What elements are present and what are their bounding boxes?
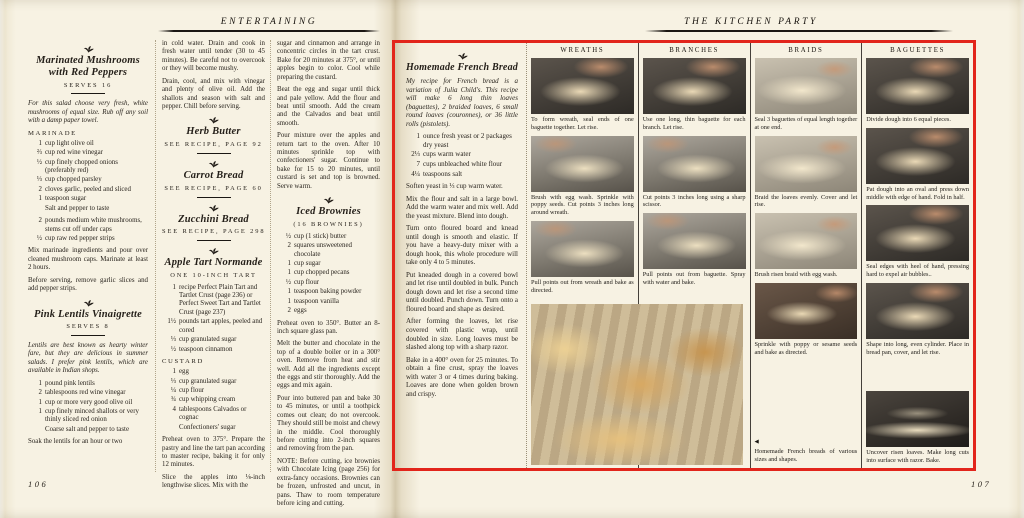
running-head-left-text: ENTERTAINING [220, 17, 318, 27]
tutorial-step [643, 213, 746, 287]
paragraph: Lentils are best known as hearty winter fare, but they are delicious in summer salads. I prefer pink lentils, which are available in Indian shops. [28, 342, 148, 375]
column-header: WREATHS [560, 47, 605, 54]
tutorial-step [643, 58, 746, 132]
tutorial-step [866, 391, 969, 465]
ingredient-list [406, 132, 518, 178]
ingredient-text: teaspoons salt [423, 169, 463, 178]
running-head-right [645, 17, 953, 32]
running-head-right-text: THE KITCHEN PARTY [684, 17, 818, 27]
ingredient-quantity: 1 [38, 139, 42, 147]
ingredient-text: teaspoon sugar [45, 195, 87, 203]
step-photo [643, 136, 746, 192]
ingredient-quantity: ½ [170, 345, 176, 353]
paragraph: Slice the apples into ⅛-inch lengthwise slices. Mix with the [162, 473, 265, 490]
ingredient-text: cloves garlic, peeled and sliced [45, 185, 131, 193]
ingredient-text: cup chopped pecans [294, 269, 350, 277]
recipe-instructions [162, 436, 265, 491]
ingredient-quantity: 1 [287, 288, 291, 296]
ingredient-text: cup flour [179, 387, 205, 395]
column-header: BRAIDS [788, 47, 824, 54]
crossref-zucchini-bread [162, 204, 265, 242]
ingredient-quantity: 1 [38, 195, 42, 203]
ingredient-quantity: ⅓ [170, 377, 176, 385]
recipe-title: Herb Butter [186, 126, 241, 138]
step-caption: Braid the loaves evenly. Cover and let rise. [754, 193, 858, 209]
ingredient-quantity: 1 [38, 398, 42, 406]
recipe-intro [406, 77, 518, 128]
ingredient-text: cup sugar [294, 260, 321, 267]
ingredient-quantity: 1 [38, 408, 42, 416]
paragraph: My recipe for French bread is a variation of Julia Child's. This recipe will make 6 long thin loaves (baguettes), 2 braided loaves, 6 small round loaves (couronnes), or 36 little rolls (pistolets). [406, 77, 518, 128]
leaf-ornament-icon [456, 52, 469, 61]
running-head-left [158, 17, 380, 32]
ingredient-quantity: 2 [287, 242, 291, 250]
leaf-ornament-icon [82, 299, 95, 308]
ingredient-row [277, 233, 380, 241]
mini-rule [197, 197, 231, 198]
ingredient-row [28, 389, 148, 397]
paragraph: For this salad choose very fresh, white mushrooms of equal size. Rub off any soil with a damp paper towel. [28, 100, 148, 125]
continued-text [162, 40, 265, 111]
ingredient-row [162, 387, 265, 395]
paragraph: Soften yeast in ⅓ cup warm water. [406, 182, 503, 191]
hero-caption-block [755, 439, 858, 465]
ingredient-text: squares unsweetened chocolate [294, 242, 352, 258]
ingredient-text: cup or more very good olive oil [45, 398, 133, 406]
paragraph: After forming the loaves, let rise covered with plastic wrap, until doubled in size. Long loaves must be slashed along top with a sharp razor. [406, 317, 518, 352]
step-photo [866, 205, 969, 261]
ingredient-text: teaspoon cinnamon [179, 345, 233, 353]
tutorial-step [643, 136, 746, 210]
ingredient-quantity: 2 [38, 185, 42, 193]
leaf-ornament-icon [207, 204, 220, 213]
ingredient-list [28, 140, 148, 213]
step-photo [531, 221, 634, 277]
step-caption: Shape into long, even cylinder. Place in bread pan, cover, and let rise. [866, 340, 969, 356]
left-column-3 [270, 40, 380, 507]
tutorial-step [866, 283, 969, 357]
paragraph: sugar and cinnamon and arrange in concentric circles in the tart crust. Bake for 20 minutes at 375°, or until apples begin to color. Cool while preparing the custard. [277, 40, 380, 81]
ingredient-text: cup light olive oil [45, 139, 94, 147]
paragraph: Pour mixture over the apples and return tart to the oven. After 10 minutes sprinkle top with confectioners' sugar. Continue to bake for 15 to 20 minutes, until custard is set and top is browned. Serve warm. [277, 132, 380, 190]
ingredient-text: Coarse salt and pepper to taste [45, 425, 129, 433]
recipe-title: Carrot Bread [183, 169, 244, 181]
step-caption: Pull points out from baguette. Spray with water and bake. [642, 271, 746, 286]
step-photo [531, 58, 634, 114]
photo-tutorial-grid [527, 43, 973, 468]
ingredient-row [277, 269, 380, 277]
page-number-right: 107 [971, 479, 992, 489]
step-photo [866, 58, 969, 114]
mini-rule [197, 240, 231, 241]
ingredient-row [28, 176, 148, 184]
ingredient-quantity: ½ [36, 234, 42, 242]
section-label: CUSTARD [162, 358, 204, 365]
tutorial-column-baguettes [861, 43, 973, 468]
ingredient-row [162, 318, 265, 335]
recipe-title: Homemade French Bread [406, 62, 518, 73]
ingredient-row [28, 159, 148, 176]
ingredient-quantity: 2 [38, 389, 42, 397]
paragraph: Mix marinade ingredients and pour over cleaned mushroom caps. Marinate at least 2 hours. [28, 247, 148, 272]
ingredient-quantity [162, 424, 179, 432]
ingredient-text: cup finely minced shallots or very thinly sliced red onion [45, 408, 139, 424]
ingredient-quantity: ⅓ [170, 336, 176, 344]
ingredient-row [277, 307, 380, 315]
ingredient-list [162, 368, 265, 432]
ingredient-text: tablespoons Calvados or cognac [179, 405, 247, 422]
tutorial-step [866, 128, 969, 202]
leaf-ornament-icon [82, 45, 95, 54]
recipe-intro [28, 342, 148, 376]
mini-rule [71, 335, 105, 336]
continued-text [277, 40, 380, 191]
ingredient-quantity: ¾ [170, 396, 176, 404]
tutorial-step [755, 213, 858, 279]
ingredient-text: recipe Perfect Plain Tart and Tartlet Crust (page 236) or Perfect Sweet Tart and Tartlet Crust (page 237) [179, 283, 261, 316]
recipe-homemade-french-bread [395, 43, 527, 468]
left-column-2 [155, 40, 270, 490]
paragraph: Soak the lentils for an hour or two [28, 438, 123, 446]
recipe-iced-brownies [277, 196, 380, 508]
yield-line: (16 BROWNIES) [293, 220, 364, 228]
ingredient-text: ounce fresh yeast or 2 packages dry yeast [423, 132, 512, 149]
ingredient-row [162, 346, 265, 354]
step-caption: Seal edges with heel of hand, pressing hard to expel air bubbles.. [866, 263, 969, 279]
tutorial-step [531, 136, 634, 217]
ingredient-text: egg [179, 368, 189, 376]
ingredient-text: pound pink lentils [45, 379, 95, 387]
tutorial-step [755, 58, 858, 132]
ingredient-quantity: 2⅓ [411, 150, 420, 159]
tutorial-step [866, 205, 969, 279]
tutorial-step [755, 136, 858, 210]
bread-hero-photo [531, 304, 743, 465]
ingredient-row [28, 399, 148, 407]
ingredient-text: cup raw red pepper strips [45, 234, 115, 242]
ingredient-row [162, 396, 265, 404]
ingredient-row [28, 195, 148, 203]
paragraph: Melt the butter and chocolate in the top of a double boiler or in a 300° oven. Remove from heat and stir well. Add all the ingredients except the eggs and stir thoroughly. Add the eggs and mix again. [277, 340, 380, 390]
step-photo [755, 283, 858, 339]
ingredient-quantity: 7 [416, 159, 420, 168]
ingredient-row [406, 150, 518, 159]
step-caption: Seal 3 baguettes of equal length together at one end. [754, 116, 858, 131]
ingredient-row [162, 336, 265, 344]
leaf-ornament-icon [207, 160, 220, 169]
ingredient-row [162, 424, 265, 432]
ingredient-quantity: 1 [287, 260, 291, 267]
running-head-rule [645, 30, 953, 32]
step-photo [755, 136, 858, 192]
ingredient-row [28, 205, 148, 213]
step-caption: Use one long, thin baguette for each branch. Let rise. [642, 116, 746, 131]
ingredient-row [406, 170, 518, 179]
step-photo [755, 213, 858, 269]
step-caption: To form wreath, seal ends of one baguette together. Let rise. [531, 116, 634, 131]
crossref-herb-butter [162, 116, 265, 154]
see-recipe-line: SEE RECIPE, PAGE 92 [164, 141, 263, 149]
ingredient-text: tablespoons red wine vinegar [45, 389, 126, 397]
crossref-carrot-bread [162, 160, 265, 198]
ingredient-text: cup whipping cream [179, 396, 236, 404]
ingredient-quantity: ⅓ [36, 176, 42, 184]
ingredient-text: pounds medium white mushrooms, stems cut off under caps [45, 217, 142, 233]
mini-rule [197, 153, 231, 154]
recipe-instructions [28, 247, 148, 293]
step-caption: Brush with egg wash. Sprinkle with poppy seeds. Cut points 3 inches long around wreath. [531, 193, 634, 217]
paragraph: in cold water. Drain and cook in fresh water until tender (30 to 45 minutes). Be careful not to overcook or they will become mushy. [162, 40, 265, 73]
ingredient-text: cup granulated sugar [179, 336, 237, 344]
ingredient-quantity: 1 [172, 368, 176, 376]
column-header: BAGUETTES [890, 47, 946, 54]
step-photo [531, 136, 634, 192]
ingredient-row [28, 380, 148, 388]
paragraph: Bake in a 400° oven for 25 minutes. To obtain a fine crust, spray the loaves with water 3 or 4 times during baking. Loaves are done when golden brown and crispy. [406, 355, 518, 398]
ingredient-quantity: ½ [36, 158, 42, 166]
ingredient-row [162, 284, 265, 318]
mini-rule [71, 93, 105, 94]
ingredient-quantity: ⅔ [36, 149, 42, 157]
ingredient-row [28, 186, 148, 194]
ingredient-quantity: 2 [287, 307, 291, 315]
ingredient-quantity [28, 426, 45, 434]
tutorial-step [531, 58, 634, 132]
see-recipe-line: SEE RECIPE, PAGE 60 [164, 184, 263, 192]
ingredient-text: Salt and pepper to taste [45, 204, 110, 212]
recipe-instructions [277, 320, 380, 509]
tutorial-column-braids [750, 43, 862, 468]
step-caption: Cut points 3 inches long using a sharp scissor. [642, 193, 746, 209]
ingredient-quantity: ¼ [170, 387, 176, 395]
step-caption: Brush risen braid with egg wash. [754, 271, 838, 279]
ingredient-text: pounds tart apples, peeled and cored [179, 318, 263, 334]
ingredient-quantity: 1 [287, 297, 291, 305]
tutorial-step [531, 221, 634, 295]
ingredient-row [162, 368, 265, 376]
ingredient-row [162, 406, 265, 423]
ingredient-text: cup finely chopped onions (preferably red) [45, 158, 118, 175]
page-number-left: 106 [28, 479, 49, 489]
leaf-ornament-icon [322, 196, 335, 205]
serves-line: SERVES 16 [63, 81, 113, 89]
ingredient-text: cup granulated sugar [179, 377, 237, 385]
step-photo [866, 391, 969, 447]
serves-line: SERVES 8 [66, 323, 110, 331]
paragraph: Preheat oven to 375°. Prepare the pastry and line the tart pan according to master recipe, baking it for only 12 minutes. [162, 436, 265, 469]
recipe-title: Zucchini Bread [178, 213, 249, 225]
ingredient-quantity: 1 [172, 283, 176, 291]
paragraph: Beat the egg and sugar until thick and pale yellow. Add the flour and beat until smooth. Add the cream and the Calvados and beat until smooth. [277, 86, 380, 127]
ingredient-row [28, 408, 148, 425]
step-caption: Uncover risen loaves. Make long cuts into surface with razor. Bake. [866, 449, 969, 465]
ingredient-row [406, 160, 518, 169]
running-head-rule [158, 30, 380, 32]
recipe-title: Apple Tart Normande [164, 257, 263, 269]
tutorial-step [755, 283, 858, 357]
ingredient-quantity: ½ [285, 232, 291, 240]
ingredient-text: cup flour [294, 278, 320, 286]
leaf-ornament-icon [207, 116, 220, 125]
ingredient-quantity [28, 205, 45, 213]
ingredient-text: Confectioners' sugar [179, 423, 236, 431]
step-photo [755, 58, 858, 114]
step-caption: Pull points out from wreath and bake as directed. [531, 278, 634, 294]
paragraph: Mix the flour and salt in a large bowl. Add the warm water and mix well. Add the yeast mixture. Blend into dough. [406, 194, 518, 220]
step-photo [643, 213, 746, 269]
step-photo [866, 128, 969, 184]
ingredient-text: cup (1 stick) butter [294, 232, 347, 240]
ingredient-row [406, 132, 518, 149]
ingredient-text: teaspoon vanilla [294, 297, 339, 305]
leaf-ornament-icon [207, 247, 220, 256]
ingredient-row [28, 217, 148, 234]
ingredient-quantity: 4 [172, 405, 176, 413]
recipe-title: Pink Lentils Vinaigrette [33, 308, 143, 320]
left-column-1 [28, 40, 155, 472]
step-caption: Sprinkle with poppy or sesame seeds and bake as directed. [754, 340, 858, 356]
paragraph: Put kneaded dough in a covered bowl and let rise until doubled in bulk. Punch dough down and let rise a second time until doubled. Punch down. Turn onto a floured board and shape as desired. [406, 270, 518, 313]
recipe-pink-lentils [28, 299, 148, 447]
ingredient-list [28, 217, 148, 243]
step-photo [643, 58, 746, 114]
ingredient-row [277, 279, 380, 287]
ingredient-list [28, 380, 148, 435]
ingredient-row [277, 288, 380, 296]
ingredient-row [162, 378, 265, 386]
ingredient-text: teaspoon baking powder [294, 288, 362, 296]
paragraph: Drain, cool, and mix with vinegar and plenty of olive oil. Add the shallots and season with salt and pepper. Chill before serving. [162, 77, 265, 110]
recipe-instructions [406, 182, 518, 398]
paragraph: Pour into buttered pan and bake 30 to 45 minutes, or until a toothpick comes out clean; do not overcook. They should still be moist and chewy in the middle. Cool thoroughly before cutting into 2-inch squares and removing from the pan. [277, 394, 380, 453]
paragraph: Preheat oven to 350°. Butter an 8-inch square glass pan. [277, 319, 380, 335]
ingredient-quantity: 1 [416, 132, 420, 141]
ingredient-row [28, 235, 148, 243]
ingredient-list [277, 233, 380, 316]
recipe-instructions [28, 438, 148, 446]
ingredient-text: cup red wine vinegar [45, 149, 103, 157]
paragraph: Turn onto floured board and knead until dough is smooth and elastic. If you have a heavy-duty mixer with a dough hook, this whole procedure will take only 4 to 5 minutes. [406, 224, 518, 267]
hero-caption: Homemade French breads of various sizes and shapes. [754, 448, 858, 464]
ingredient-text: cup chopped parsley [45, 176, 102, 184]
recipe-title: Iced Brownies [296, 206, 361, 218]
recipe-marinated-mushrooms [28, 45, 148, 294]
ingredient-quantity: 2 [38, 217, 42, 225]
tutorial-step [866, 58, 969, 124]
yield-line: ONE 10-INCH TART [170, 271, 257, 279]
recipe-apple-tart-normande [162, 247, 265, 491]
paragraph: NOTE: Before cutting, ice brownies with Chocolate Icing (page 256) for extra-fancy occasions. Brownies can be frozen, unfrosted and uncut, in pans. Thaw to room temperature before icing and cutting. [277, 457, 380, 507]
step-caption: Divide dough into 6 equal pieces. [866, 116, 951, 123]
recipe-intro [28, 100, 148, 125]
arrow-left-icon: ◀ [754, 439, 759, 446]
ingredient-quantity: 4¼ [411, 169, 420, 178]
section-label: MARINADE [28, 129, 77, 137]
ingredient-text: cups warm water [423, 150, 471, 159]
ingredient-row [28, 426, 148, 434]
ingredient-row [277, 260, 380, 268]
ingredient-list [162, 284, 265, 354]
ingredient-text: eggs [294, 307, 307, 315]
ingredient-row [277, 242, 380, 259]
ingredient-quantity: 1 [287, 269, 291, 277]
ingredient-quantity: ½ [285, 278, 291, 286]
ingredient-text: cups unbleached white flour [423, 159, 503, 168]
ingredient-row [28, 149, 148, 157]
paragraph: Before serving, remove garlic slices and add pepper strips. [28, 276, 148, 293]
ingredient-row [277, 298, 380, 306]
tutorial-box [392, 40, 976, 471]
see-recipe-line: SEE RECIPE, PAGE 298 [162, 228, 266, 236]
step-photo [866, 283, 969, 339]
column-header: BRANCHES [669, 47, 720, 54]
ingredient-row [28, 140, 148, 148]
step-caption: Pat dough into an oval and press down middle with edge of hand. Fold in half. [866, 185, 969, 201]
recipe-title: Marinated Mushrooms with Red Peppers [36, 55, 140, 78]
ingredient-quantity: 1 [38, 379, 42, 387]
ingredient-quantity: 1½ [167, 318, 176, 326]
